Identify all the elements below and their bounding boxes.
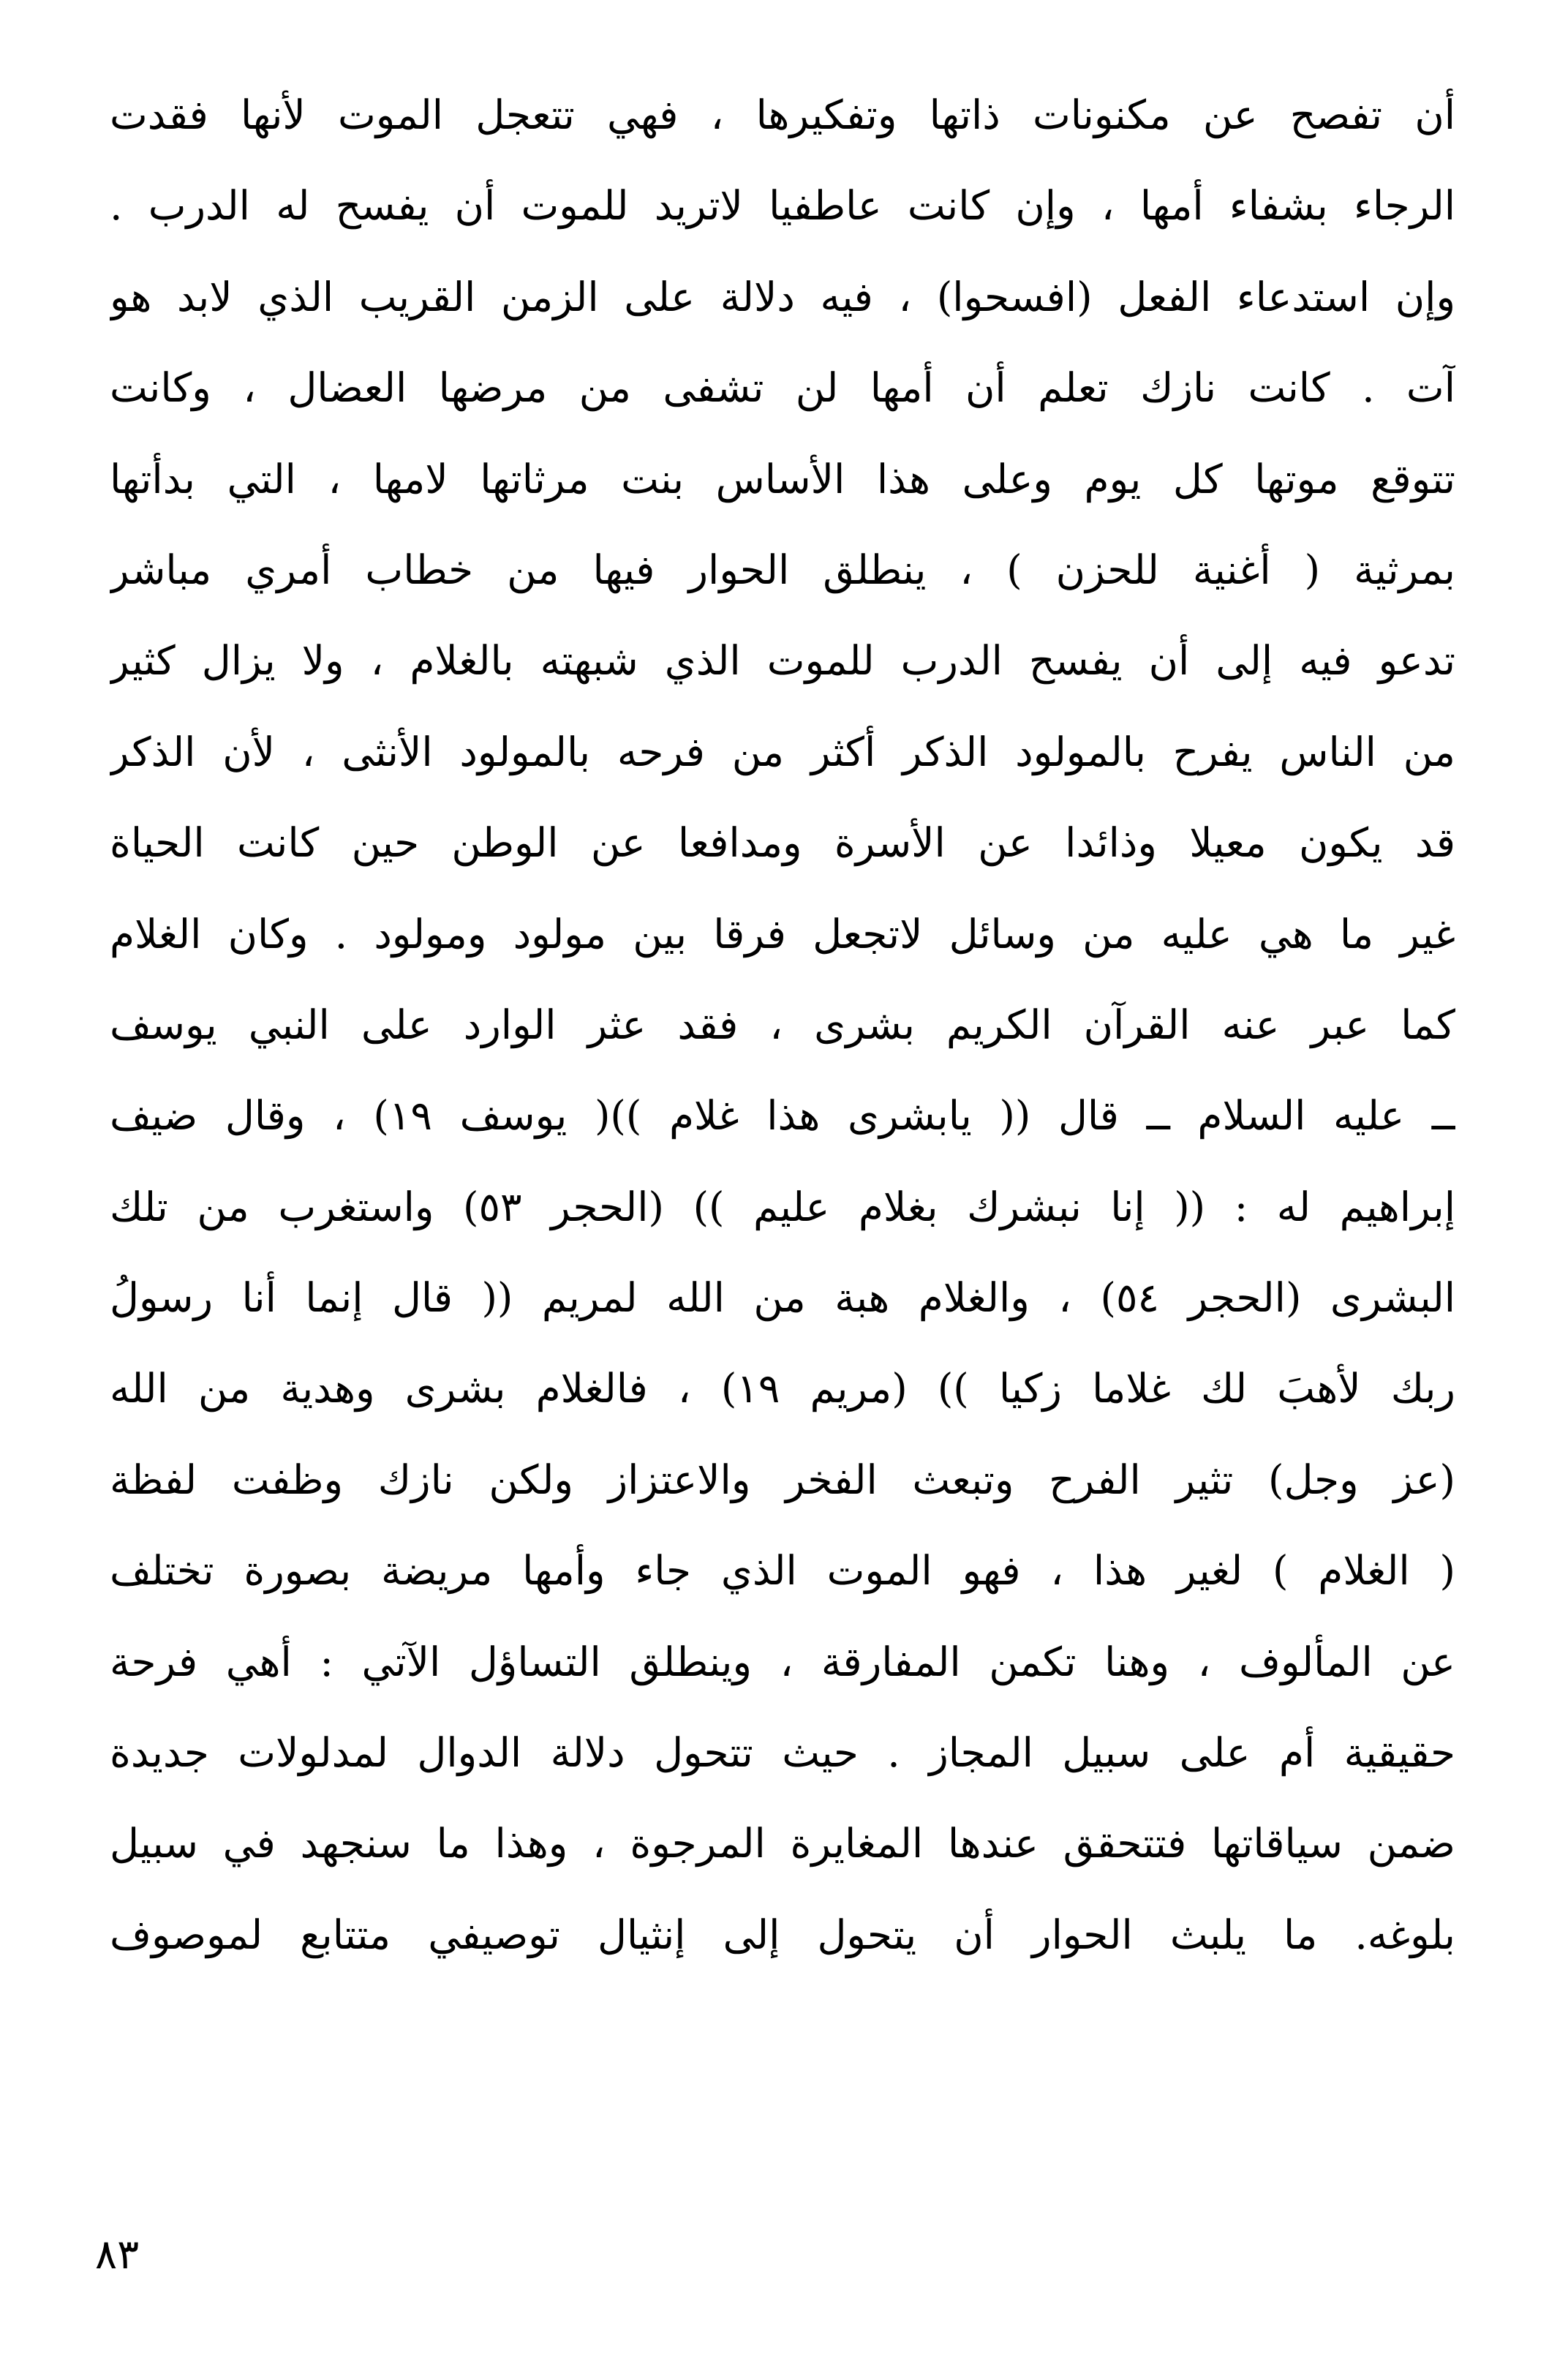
- text-line: آت . كانت نازك تعلم أن أمها لن تشفى من مرضها العضال ، وكانت: [110, 364, 1455, 412]
- text-line: حقيقية أم على سبيل المجاز . حيث تتحول دلالة الدوال لمدلولات جديدة: [110, 1729, 1455, 1777]
- text-line: تتوقع موتها كل يوم وعلى هذا الأساس بنت مرثاتها لامها ، التي بدأتها: [110, 455, 1455, 503]
- text-line: أن تفصح عن مكنونات ذاتها وتفكيرها ، فهي تتعجل الموت لأنها فقدت: [110, 91, 1455, 138]
- text-line: ضمن سياقاتها فتتحقق عندها المغايرة المرجوة ، وهذا ما سنجهد في سبيل: [110, 1820, 1455, 1867]
- text-line: تدعو فيه إلى أن يفسح الدرب للموت الذي شبهته بالغلام ، ولا يزال كثير: [110, 637, 1455, 685]
- body-text: [110, 69, 1455, 1980]
- text-line: الرجاء بشفاء أمها ، وإن كانت عاطفيا لاتريد للموت أن يفسح له الدرب .: [110, 182, 1455, 230]
- text-line: وإن استدعاء الفعل (افسحوا) ، فيه دلالة على الزمن القريب الذي لابد هو: [110, 273, 1455, 320]
- text-line: كما عبر عنه القرآن الكريم بشرى ، فقد عثر الوارد على النبي يوسف: [110, 1001, 1455, 1048]
- text-line: عن المألوف ، وهنا تكمن المفارقة ، وينطلق التساؤل الآتي : أهي فرحة: [110, 1638, 1455, 1685]
- text-line: البشرى (الحجر ٥٤) ، والغلام هبة من الله لمريم (( قال إنما أنا رسولُ: [110, 1274, 1455, 1322]
- text-line: ربك لأهبَ لك غلاما زكيا )) (مريم ١٩) ، فالغلام بشرى وهدية من الله: [110, 1365, 1455, 1412]
- text-line: بمرثية ( أغنية للحزن ) ، ينطلق الحوار فيها من خطاب أمري مباشر: [110, 546, 1455, 593]
- text-line: ( الغلام ) لغير هذا ، فهو الموت الذي جاء وأمها مريضة بصورة تختلف: [110, 1547, 1455, 1595]
- text-line: من الناس يفرح بالمولود الذكر أكثر من فرحه بالمولود الأنثى ، لأن الذكر: [110, 728, 1455, 775]
- text-line: إبراهيم له : (( إنا نبشرك بغلام عليم )) (الحجر ٥٣) واستغرب من تلك: [110, 1183, 1455, 1230]
- text-line: (عز وجل) تثير الفرح وتبعث الفخر والاعتزاز ولكن نازك وظفت لفظة: [110, 1456, 1455, 1503]
- page-number: ٨٣: [95, 2231, 140, 2279]
- text-line: قد يكون معيلا وذائدا عن الأسرة ومدافعا عن الوطن حين كانت الحياة: [110, 819, 1455, 867]
- text-line: بلوغه. ما يلبث الحوار أن يتحول إلى إنثيال توصيفي متتابع لموصوف: [110, 1911, 1455, 1958]
- text-line: ــ عليه السلام ــ قال (( يابشرى هذا غلام ))( يوسف ١٩) ، وقال ضيف: [110, 1092, 1455, 1140]
- text-line: غير ما هي عليه من وسائل لاتجعل فرقا بين مولود ومولود . وكان الغلام: [110, 910, 1455, 958]
